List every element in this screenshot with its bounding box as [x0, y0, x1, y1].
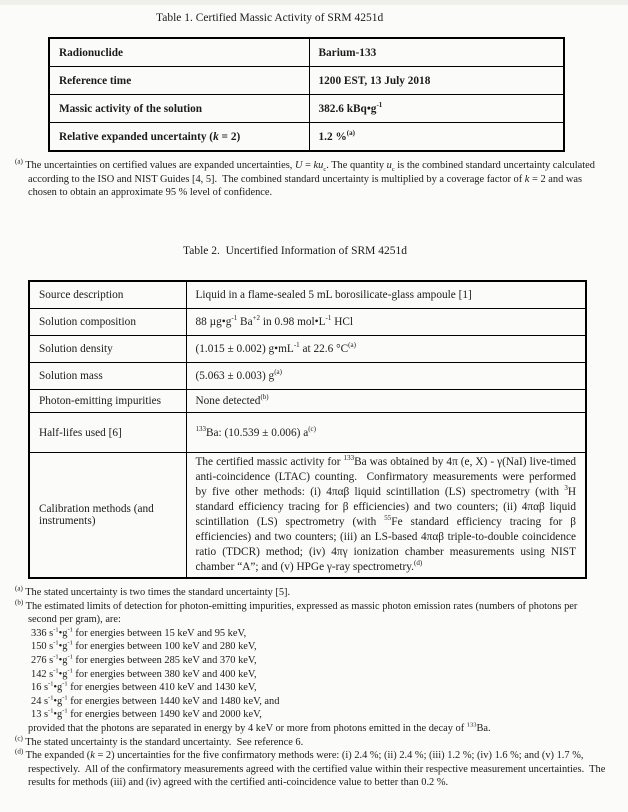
detection-limit-line: 13 $s^{-1}•g^{-1}$ for energies between 1490 keV and 2000 keV,	[31, 707, 262, 721]
detection-limit-line: 24 $s^{-1}•g^{-1}$ for energies between 1440 keV and 1480 keV, and	[31, 694, 280, 707]
row-value-radionuclide: Barium-133	[309, 38, 564, 67]
page-top-edge	[0, 0, 628, 5]
footnote-d	[15, 747, 608, 790]
footnote-a	[15, 584, 608, 600]
row-value-half-lifes: $^{133}$Ba: (10.539 ± 0.006) $a^{(c)}$	[186, 413, 586, 453]
row-value-solution-mass: (5.063 ± 0.003) $g^{(a)}$	[186, 363, 586, 390]
table-row	[49, 123, 564, 152]
table-row	[49, 38, 564, 67]
row-label-calibration-methods: Calibration methods (and instruments)	[29, 453, 186, 579]
detection-limit-line: 276 $s^{-1}•g^{-1}$ for energies between 285 keV and 370 keV,	[31, 653, 257, 666]
table2-title: Table 2. Uncertified Information of SRM 4251d	[183, 245, 408, 257]
certified-activity-table	[48, 37, 565, 152]
row-label-reference-time: Reference time	[49, 67, 309, 95]
table1-title: Table 1. Certified Massic Activity of SRM 4251d	[156, 12, 384, 24]
row-value-solution-density: (1.015 ± 0.002) $g•mL^{-1}$ at 22.6 $^\circ C^{(a)}$	[186, 336, 586, 363]
footnote-b	[15, 598, 608, 736]
row-label-expanded-uncertainty: Relative expanded uncertainty (k = 2)	[49, 123, 309, 152]
table-row	[49, 95, 564, 123]
footnote-text: The estimated limits of detection for photon-emitting impurities, expressed as massic photon emission rates (numbers of photons per second per gram), are:	[25, 600, 578, 626]
row-value-expanded-uncertainty: 1.2 %$^{(a)}$	[309, 123, 564, 152]
footnote-marker: (a)	[15, 584, 23, 593]
footnote-marker: (d)	[15, 747, 24, 756]
uncertified-information-table	[28, 280, 587, 579]
row-label-solution-density: Solution density	[29, 336, 186, 363]
row-label-solution-mass: Solution mass	[29, 363, 186, 390]
footnote-marker: (c)	[15, 734, 23, 743]
detection-limit-line: 150 $s^{-1}•g^{-1}$ for energies between 100 keV and 280 keV,	[31, 639, 257, 653]
footnote-c	[15, 734, 608, 750]
footnote-marker: (b)	[15, 598, 24, 607]
footnote-marker: (a)	[15, 157, 23, 166]
table-row	[29, 363, 586, 390]
table-row	[29, 390, 586, 413]
footnote-text: The stated uncertainty is the standard uncertainty. See reference 6.	[25, 736, 304, 748]
row-label-radionuclide: Radionuclide	[49, 38, 309, 67]
footnote-text: The expanded (k = 2) uncertainties for the five confirmatory methods were: (i) 2.4 %; (ii) 2.4 %; (iii) 1.2 %; (iv) 1.6 %; and (v) 1.7 %, respectively. All of the confirmatory measurements agreed with the certified value within their respective measurement uncertainties. The results for methods (iii) and (iv) agreed with the certified anti-coincidence value to better than 0.2 %.	[25, 750, 606, 789]
row-label-solution-composition: Solution composition	[29, 309, 186, 336]
detection-limit-line: 336 $s^{-1}•g^{-1}$ for energies between 15 keV and 95 keV,	[31, 626, 247, 639]
row-label-half-lifes: Half-lifes used [6]	[29, 413, 186, 453]
table-row	[29, 281, 586, 309]
row-value-solution-composition: 88 $\mu g•g^{-1}$ $Ba^{+2}$ in 0.98 $mol•L^{-1}$ HCl	[186, 309, 586, 336]
row-value-photon-impurities: None detected$^{(b)}$	[186, 390, 586, 413]
table-row	[49, 67, 564, 95]
row-value-reference-time: 1200 EST, 13 July 2018	[309, 67, 564, 95]
detection-limit-line: 16 $s^{-1}•g^{-1}$ for energies between 410 keV and 1430 keV,	[31, 680, 257, 694]
row-value-calibration-methods: The certified massic activity for $^{133}$Ba was obtained by 4π (e, X) - γ(NaI) live-timed anti-coincidence (LTAC) counting. Confirmatory measurements were performed by five other methods: (i) 4παβ liquid scintillation (LS) spectrometry (with $^3$H standard efficiency tracing for β efficiencies) and two counters; (ii) 4παβ liquid scintillation (LS) spectrometry (with $^{55}$Fe standard efficiency tracing for β efficiencies) and two counters; (iii) an LS-based 4παβ triple-to-double coincidence ratio (TDCR) method; (iv) 4πγ ionization chamber measurements using NIST chamber “A”; and (v) HPGe γ-ray spectrometry.$^{(d)}$	[186, 453, 586, 579]
footnote-a-table1	[15, 157, 603, 200]
footnote-text: The uncertainties on certified values are expanded uncertainties, $U = ku_c$. The quantity $u_c$ is the combined standard uncertainty calculated according to the ISO and NIST Guides [4, 5]. The combined standard uncertainty is multiplied by a coverage factor of k = 2 and was chosen to obtain an approximate 95 % level of confidence.	[25, 160, 595, 199]
row-label-source-description: Source description	[29, 281, 186, 309]
table-row	[29, 336, 586, 363]
row-value-massic-activity: 382.6 $kBq•g^{-1}$	[309, 95, 564, 123]
footnote-text: The stated uncertainty is two times the standard uncertainty [5].	[25, 587, 291, 598]
table-row	[29, 413, 586, 453]
table2-footnotes	[15, 584, 608, 790]
detection-limit-line: 142 $s^{-1}•g^{-1}$ for energies between 380 keV and 400 keV,	[31, 667, 257, 680]
row-label-massic-activity: Massic activity of the solution	[49, 95, 309, 123]
table-row	[29, 309, 586, 336]
table1-footnotes	[15, 157, 603, 200]
footnote-b-tail: provided that the photons are separated in energy by 4 keV or more from photons emitted in the decay of $^{133}$Ba.	[28, 721, 491, 734]
row-value-source-description: Liquid in a flame-sealed 5 mL borosilicate-glass ampoule [1]	[186, 281, 586, 309]
table-row	[29, 453, 586, 579]
row-label-photon-impurities: Photon-emitting impurities	[29, 390, 186, 413]
